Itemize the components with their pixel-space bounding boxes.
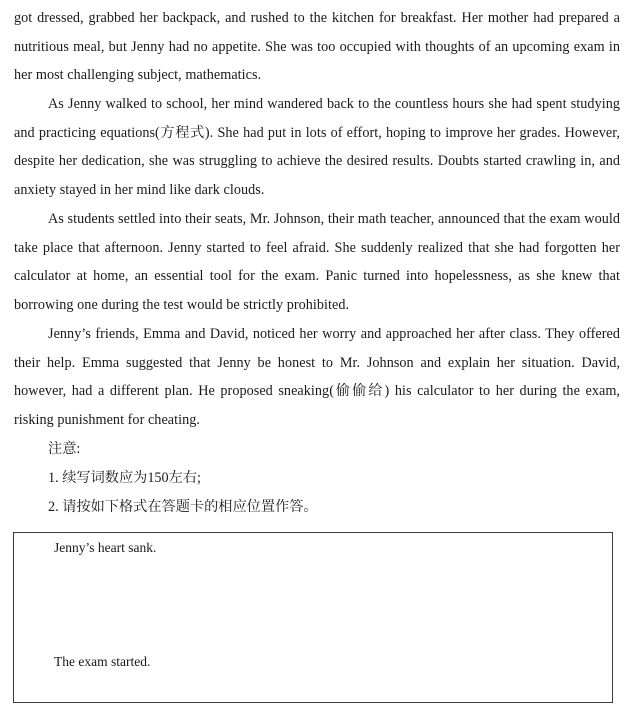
paragraph-breakfast: got dressed, grabbed her backpack, and rushed to the kitchen for breakfast. Her mother had prepared a nutritious meal, but Jenny had no appetite. She was too occupied with thoughts of an upcoming exam in her most challenging subject, mathematics.: [14, 10, 620, 84]
paragraph-friends-help: Jenny’s friends, Emma and David, noticed her worry and approached her after class. They offered their help. Emma suggested that Jenny be honest to Mr. Johnson and explain her situation. David, however, had a different plan. He proposed sneaking(偷偷给) his calculator to her during the exam, risking punishment for cheating.: [14, 326, 620, 429]
instruction-item-format: 2. 请按如下格式在答题卡的相应位置作答。: [48, 499, 318, 515]
answer-box-second-line: The exam started.: [54, 654, 151, 669]
answer-box-first-line: Jenny’s heart sank.: [54, 540, 157, 555]
paragraph-walk-to-school: As Jenny walked to school, her mind wandered back to the countless hours she had spent studying and practicing equations(方程式). She had put in lots of effort, hoping to improve her grades. However, despite her dedication, she was struggling to achieve the desired results. Doubts started crawling in, and anxiety stayed in her mind like dark clouds.: [14, 96, 620, 199]
instructions-list: [14, 435, 620, 522]
answer-box: [13, 532, 613, 703]
instruction-item-word-count: 1. 续写词数应为150左右;: [48, 470, 201, 486]
instructions-label: 注意:: [48, 441, 81, 457]
paragraph-exam-announcement: As students settled into their seats, Mr. Johnson, their math teacher, announced that the exam would take place that afternoon. Jenny started to feel afraid. She suddenly realized that she had forgotten her calculator at home, an essential tool for the exam. Panic turned into hopelessness, as she knew that borrowing one during the test would be strictly prohibited.: [14, 211, 620, 314]
